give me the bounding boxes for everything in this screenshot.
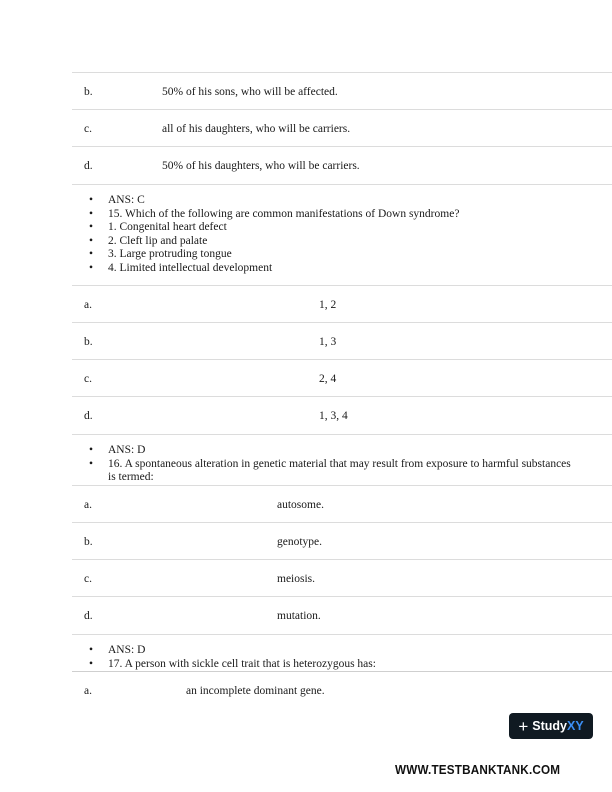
- question-16-block: [72, 444, 572, 485]
- option-letter: c.: [84, 123, 92, 135]
- statement-item: • 1. Congenital heart defect: [72, 221, 572, 235]
- q16-option-d: [72, 596, 612, 635]
- option-text: 50% of his daughters, who will be carriers.: [162, 160, 360, 172]
- plus-icon: +: [518, 716, 529, 736]
- question-stem: • 16. A spontaneous alteration in genetic material that may result from exposure to harmful substances is termed:: [72, 458, 572, 485]
- studyxy-badge[interactable]: [509, 713, 593, 739]
- option-text: meiosis.: [277, 573, 316, 585]
- q14-option-d: [72, 146, 612, 185]
- option-text: genotype.: [277, 536, 323, 548]
- q15-option-d: [72, 396, 612, 435]
- answer-line: • ANS: C: [72, 194, 572, 208]
- option-text: 50% of his sons, who will be affected.: [162, 86, 338, 98]
- option-letter: b.: [84, 536, 93, 548]
- statement-item: • 2. Cleft lip and palate: [72, 235, 572, 249]
- q16-option-c: [72, 559, 612, 597]
- answer-line: • ANS: D: [72, 444, 572, 458]
- option-letter: a.: [84, 499, 92, 511]
- footer-site-url: WWW.TESTBANKTANK.COM: [395, 762, 561, 777]
- answer-line: • ANS: D: [72, 644, 572, 658]
- option-letter: c.: [84, 373, 92, 385]
- option-text: 1, 2: [319, 299, 337, 311]
- q14-option-b: [72, 72, 612, 110]
- option-letter: b.: [84, 336, 93, 348]
- option-letter: d.: [84, 410, 93, 422]
- q15-option-b: [72, 322, 612, 360]
- option-letter: a.: [84, 685, 92, 697]
- q15-option-c: [72, 359, 612, 397]
- statement-item: • 4. Limited intellectual development: [72, 262, 572, 276]
- option-text: autosome.: [277, 499, 324, 511]
- option-letter: d.: [84, 160, 93, 172]
- option-text: 1, 3: [319, 336, 337, 348]
- brand-name: StudyXY: [532, 719, 584, 733]
- q14-option-c: [72, 109, 612, 147]
- option-letter: b.: [84, 86, 93, 98]
- option-text: mutation.: [277, 610, 321, 622]
- option-text: 1, 3, 4: [319, 410, 348, 422]
- q17-option-a: [72, 671, 612, 709]
- question-stem: • 17. A person with sickle cell trait that is heterozygous has:: [72, 658, 572, 672]
- statement-item: • 3. Large protruding tongue: [72, 248, 572, 262]
- option-text: an incomplete dominant gene.: [186, 685, 325, 697]
- q16-option-a: [72, 485, 612, 523]
- option-letter: a.: [84, 299, 92, 311]
- option-text: all of his daughters, who will be carriers.: [162, 123, 351, 135]
- q16-option-b: [72, 522, 612, 560]
- option-letter: c.: [84, 573, 92, 585]
- option-text: 2, 4: [319, 373, 337, 385]
- question-15-block: [72, 194, 572, 276]
- question-17-block: [72, 644, 572, 671]
- q15-option-a: [72, 285, 612, 323]
- question-stem: • 15. Which of the following are common manifestations of Down syndrome?: [72, 208, 572, 222]
- option-letter: d.: [84, 610, 93, 622]
